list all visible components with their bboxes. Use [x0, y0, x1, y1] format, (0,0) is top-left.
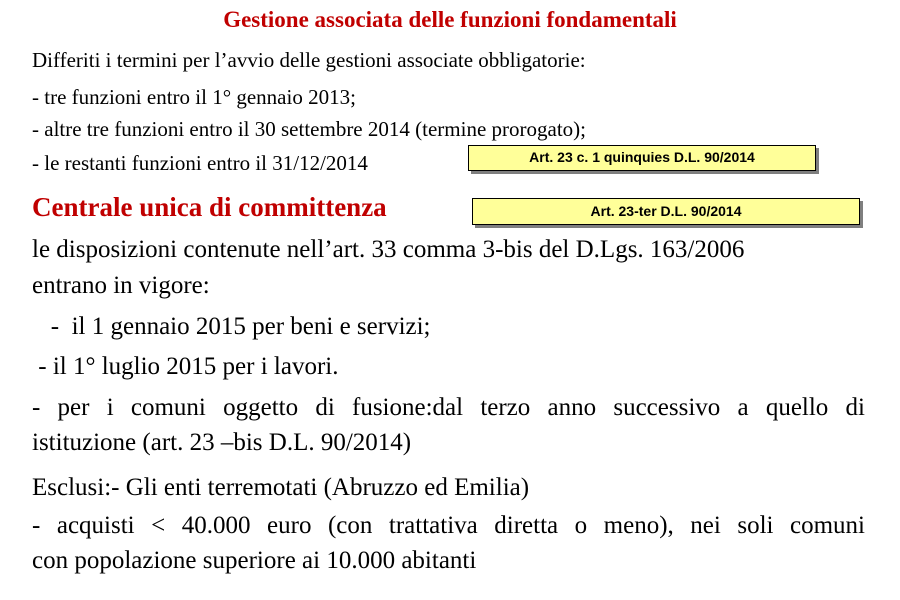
slide-title: Gestione associata delle funzioni fondamentali — [223, 7, 677, 32]
section2-heading: Centrale unica di committenza — [32, 192, 387, 222]
section2-line-2: entrano in vigore: — [32, 272, 210, 299]
reference-box-quinquies: Art. 23 c. 1 quinquies D.L. 90/2014 — [468, 145, 816, 171]
section2-line-3: - il 1 gennaio 2015 per beni e servizi; — [32, 313, 431, 340]
section2-line-9: con popolazione superiore ai 10.000 abitanti — [32, 547, 477, 574]
section1-item-3: - le restanti funzioni entro il 31/12/2014 — [32, 151, 368, 175]
section2-line-5: - per i comuni oggetto di fusione:dal terzo anno successivo a quello di — [32, 394, 865, 421]
section2-line-1: le disposizioni contenute nell’art. 33 comma 3-bis del D.Lgs. 163/2006 — [32, 236, 745, 263]
section1-item-1: - tre funzioni entro il 1° gennaio 2013; — [32, 85, 356, 109]
section1-item-2: - altre tre funzioni entro il 30 settembre 2014 (termine prorogato); — [32, 117, 586, 141]
section2-line-6: istituzione (art. 23 –bis D.L. 90/2014) — [32, 429, 412, 456]
section2-line-8: - acquisti < 40.000 euro (con trattativa diretta o meno), nei soli comuni — [32, 512, 865, 539]
section2-line-7: Esclusi:- Gli enti terremotati (Abruzzo ed Emilia) — [32, 474, 530, 501]
reference-box-23ter: Art. 23-ter D.L. 90/2014 — [472, 198, 860, 225]
section1-intro: Differiti i termini per l’avvio delle gestioni associate obbligatorie: — [32, 48, 586, 72]
section2-line-4: - il 1° luglio 2015 per i lavori. — [32, 353, 339, 380]
